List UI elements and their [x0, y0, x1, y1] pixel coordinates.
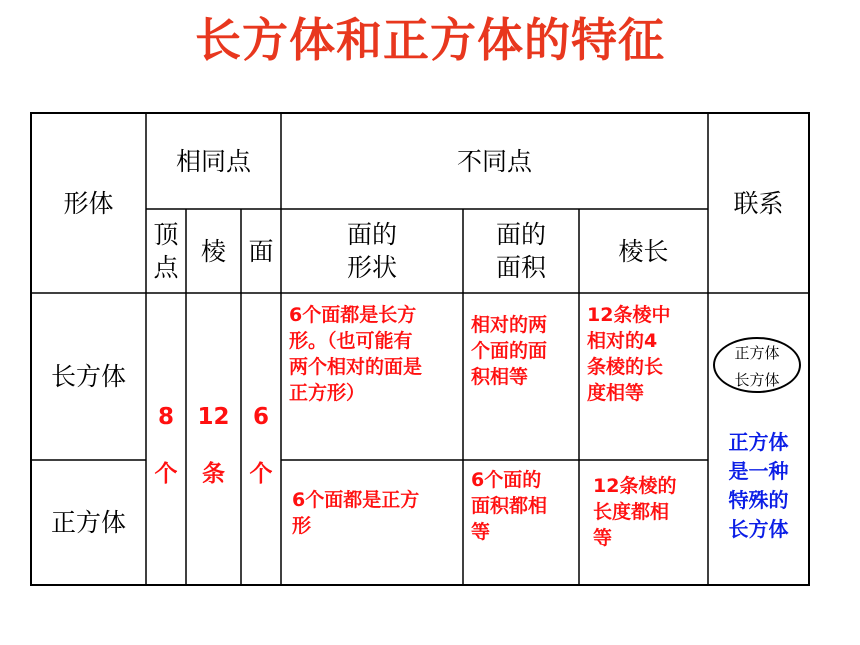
row-label-cuboid: 长方体: [50, 362, 126, 391]
cube-face-area: 6个面的 面积都相 等: [471, 469, 548, 543]
edges-count: 12: [197, 404, 230, 430]
faces-count: 6: [252, 404, 269, 430]
header-vertex: [146, 209, 186, 293]
header-edge-length: 棱长: [618, 236, 669, 266]
header-same: 相同点: [175, 146, 251, 176]
header-relation: 联系: [733, 188, 784, 218]
header-face-shape-line1: 面的: [346, 220, 397, 249]
cuboid-edge-length: 12条棱中 相对的4 条棱的长 度相等: [587, 304, 671, 404]
vertices-unit: 个: [154, 461, 178, 487]
header-vertex-line2: 点: [153, 253, 179, 282]
row-label-cube: 正方体: [50, 508, 126, 537]
cuboid-face-shape: 6个面都是长方 形。（也可能有 两个相对的面是 正方形）: [289, 304, 423, 404]
header-shape: 形体: [63, 188, 114, 218]
cube-edge-length: 12条棱的 长度都相 等: [593, 475, 677, 549]
header-face-shape: [281, 209, 463, 293]
relation-text: 正方体 是一种 特殊的 长方体: [728, 430, 789, 541]
header-face-area-line1: 面的: [495, 220, 546, 249]
header-face-area: [463, 209, 579, 293]
vertices-count: 8: [157, 404, 174, 430]
ellipse-label-cube: 正方体: [734, 344, 780, 362]
header-face: 面: [248, 236, 274, 266]
faces-unit: 个: [249, 461, 273, 487]
cube-face-shape: 6个面都是正方 形: [292, 489, 420, 537]
edges-unit: 条: [202, 461, 225, 487]
header-face-area-line2: 面积: [495, 253, 546, 282]
header-edge: 棱: [200, 236, 226, 266]
ellipse-label-cuboid: 长方体: [734, 371, 780, 389]
header-different: 不同点: [456, 146, 532, 176]
header-face-shape-line2: 形状: [346, 253, 397, 282]
page-title: 长方体和正方体的特征: [195, 13, 665, 67]
header-vertex-line1: 顶: [153, 220, 179, 249]
cuboid-face-area: 相对的两 个面的面 积相等: [471, 314, 548, 388]
